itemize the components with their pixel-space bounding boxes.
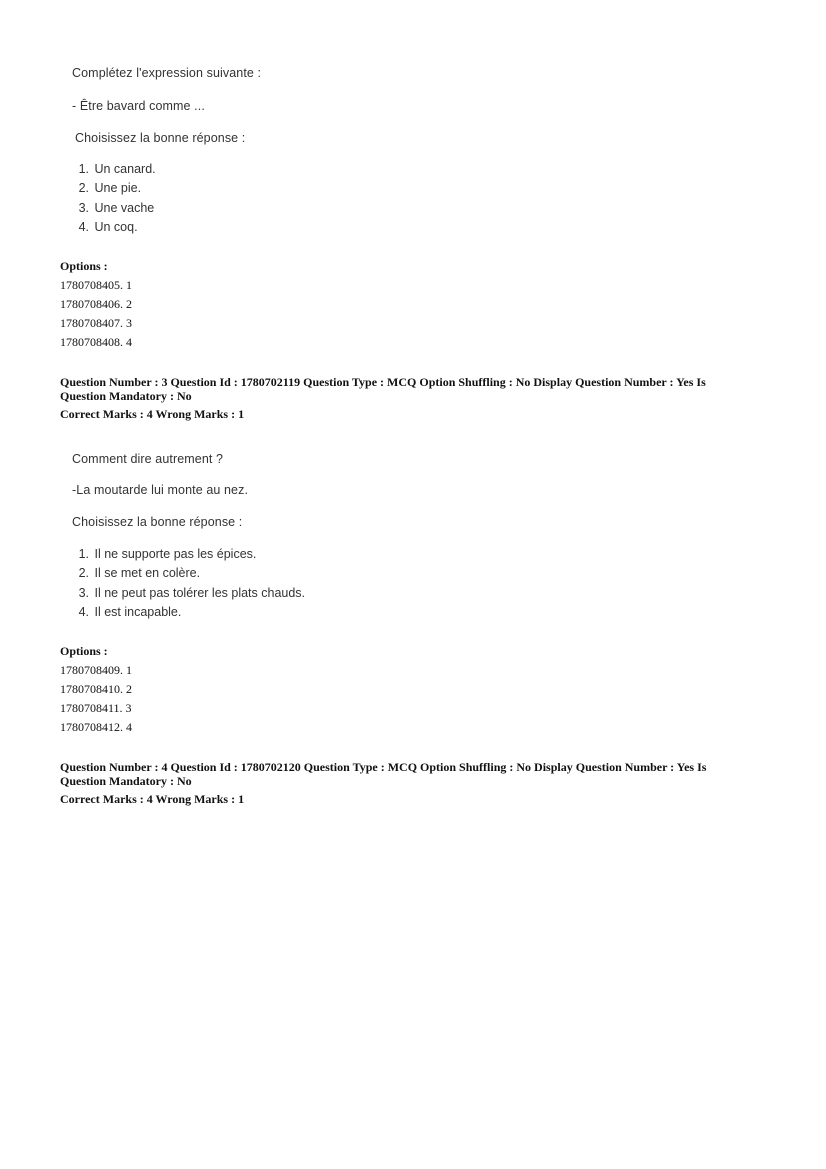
options-label: Options : [60,644,108,658]
answer-choice [75,160,156,179]
question-mandatory-line: Question Mandatory : No [60,389,192,403]
choice-text: Il ne peut pas tolérer les plats chauds. [94,585,306,600]
answer-choice [75,199,156,218]
choice-number: 4. [78,604,89,619]
answer-choice [75,179,156,198]
choice-number: 3. [78,200,89,215]
option-id: 1780708410. 2 [60,682,132,696]
option-id: 1780708412. 4 [60,720,132,734]
choice-number: 4. [78,219,89,234]
choice-number: 2. [78,181,89,196]
choice-text: Un coq. [94,219,138,234]
question-3-header [60,375,750,421]
options-label: Options : [60,259,108,273]
choose-instruction: Choisissez la bonne réponse : [72,515,243,529]
answer-choices-list [75,545,305,622]
question-3-options [60,642,132,737]
answer-choice [75,218,156,237]
choice-number: 1. [78,162,89,176]
question-info-line: Question Number : 3 Question Id : 1780702119 Question Type : MCQ Option Shuffling : No Display Question Number : Yes Is [60,375,706,389]
choice-text: Il ne supporte pas les épices. [94,547,257,561]
question-mandatory-line: Question Mandatory : No [60,774,192,788]
option-id: 1780708409. 1 [60,663,132,677]
choice-number: 3. [78,585,89,600]
marks-line: Correct Marks : 4 Wrong Marks : 1 [60,792,245,806]
answer-choices-list [75,160,156,237]
answer-choice [75,584,305,603]
question-prompt: -La moutarde lui monte au nez. [72,483,249,497]
answer-choice [75,564,305,583]
choice-number: 1. [78,547,89,561]
choice-text: Il se met en colère. [94,566,201,581]
option-id: 1780708411. 3 [60,701,132,715]
marks-line: Correct Marks : 4 Wrong Marks : 1 [60,407,245,421]
option-id: 1780708408. 4 [60,335,132,349]
option-id: 1780708406. 2 [60,297,132,311]
choice-number: 2. [78,566,89,581]
question-prompt: - Être bavard comme ... [72,99,205,113]
question-info-line: Question Number : 4 Question Id : 1780702120 Question Type : MCQ Option Shuffling : No Display Question Number : Yes Is [60,760,707,774]
choice-text: Une pie. [94,181,142,196]
question-2-options [60,257,132,352]
answer-choice [75,603,305,622]
choice-text: Un canard. [94,162,156,176]
choose-instruction: Choisissez la bonne réponse : [75,131,246,145]
option-id: 1780708405. 1 [60,278,132,292]
question-4-header [60,760,750,806]
question-instruction: Complétez l'expression suivante : [72,66,262,80]
choice-text: Il est incapable. [94,604,182,619]
question-instruction: Comment dire autrement ? [72,452,224,466]
choice-text: Une vache [94,200,155,215]
answer-choice [75,545,305,564]
option-id: 1780708407. 3 [60,316,132,330]
